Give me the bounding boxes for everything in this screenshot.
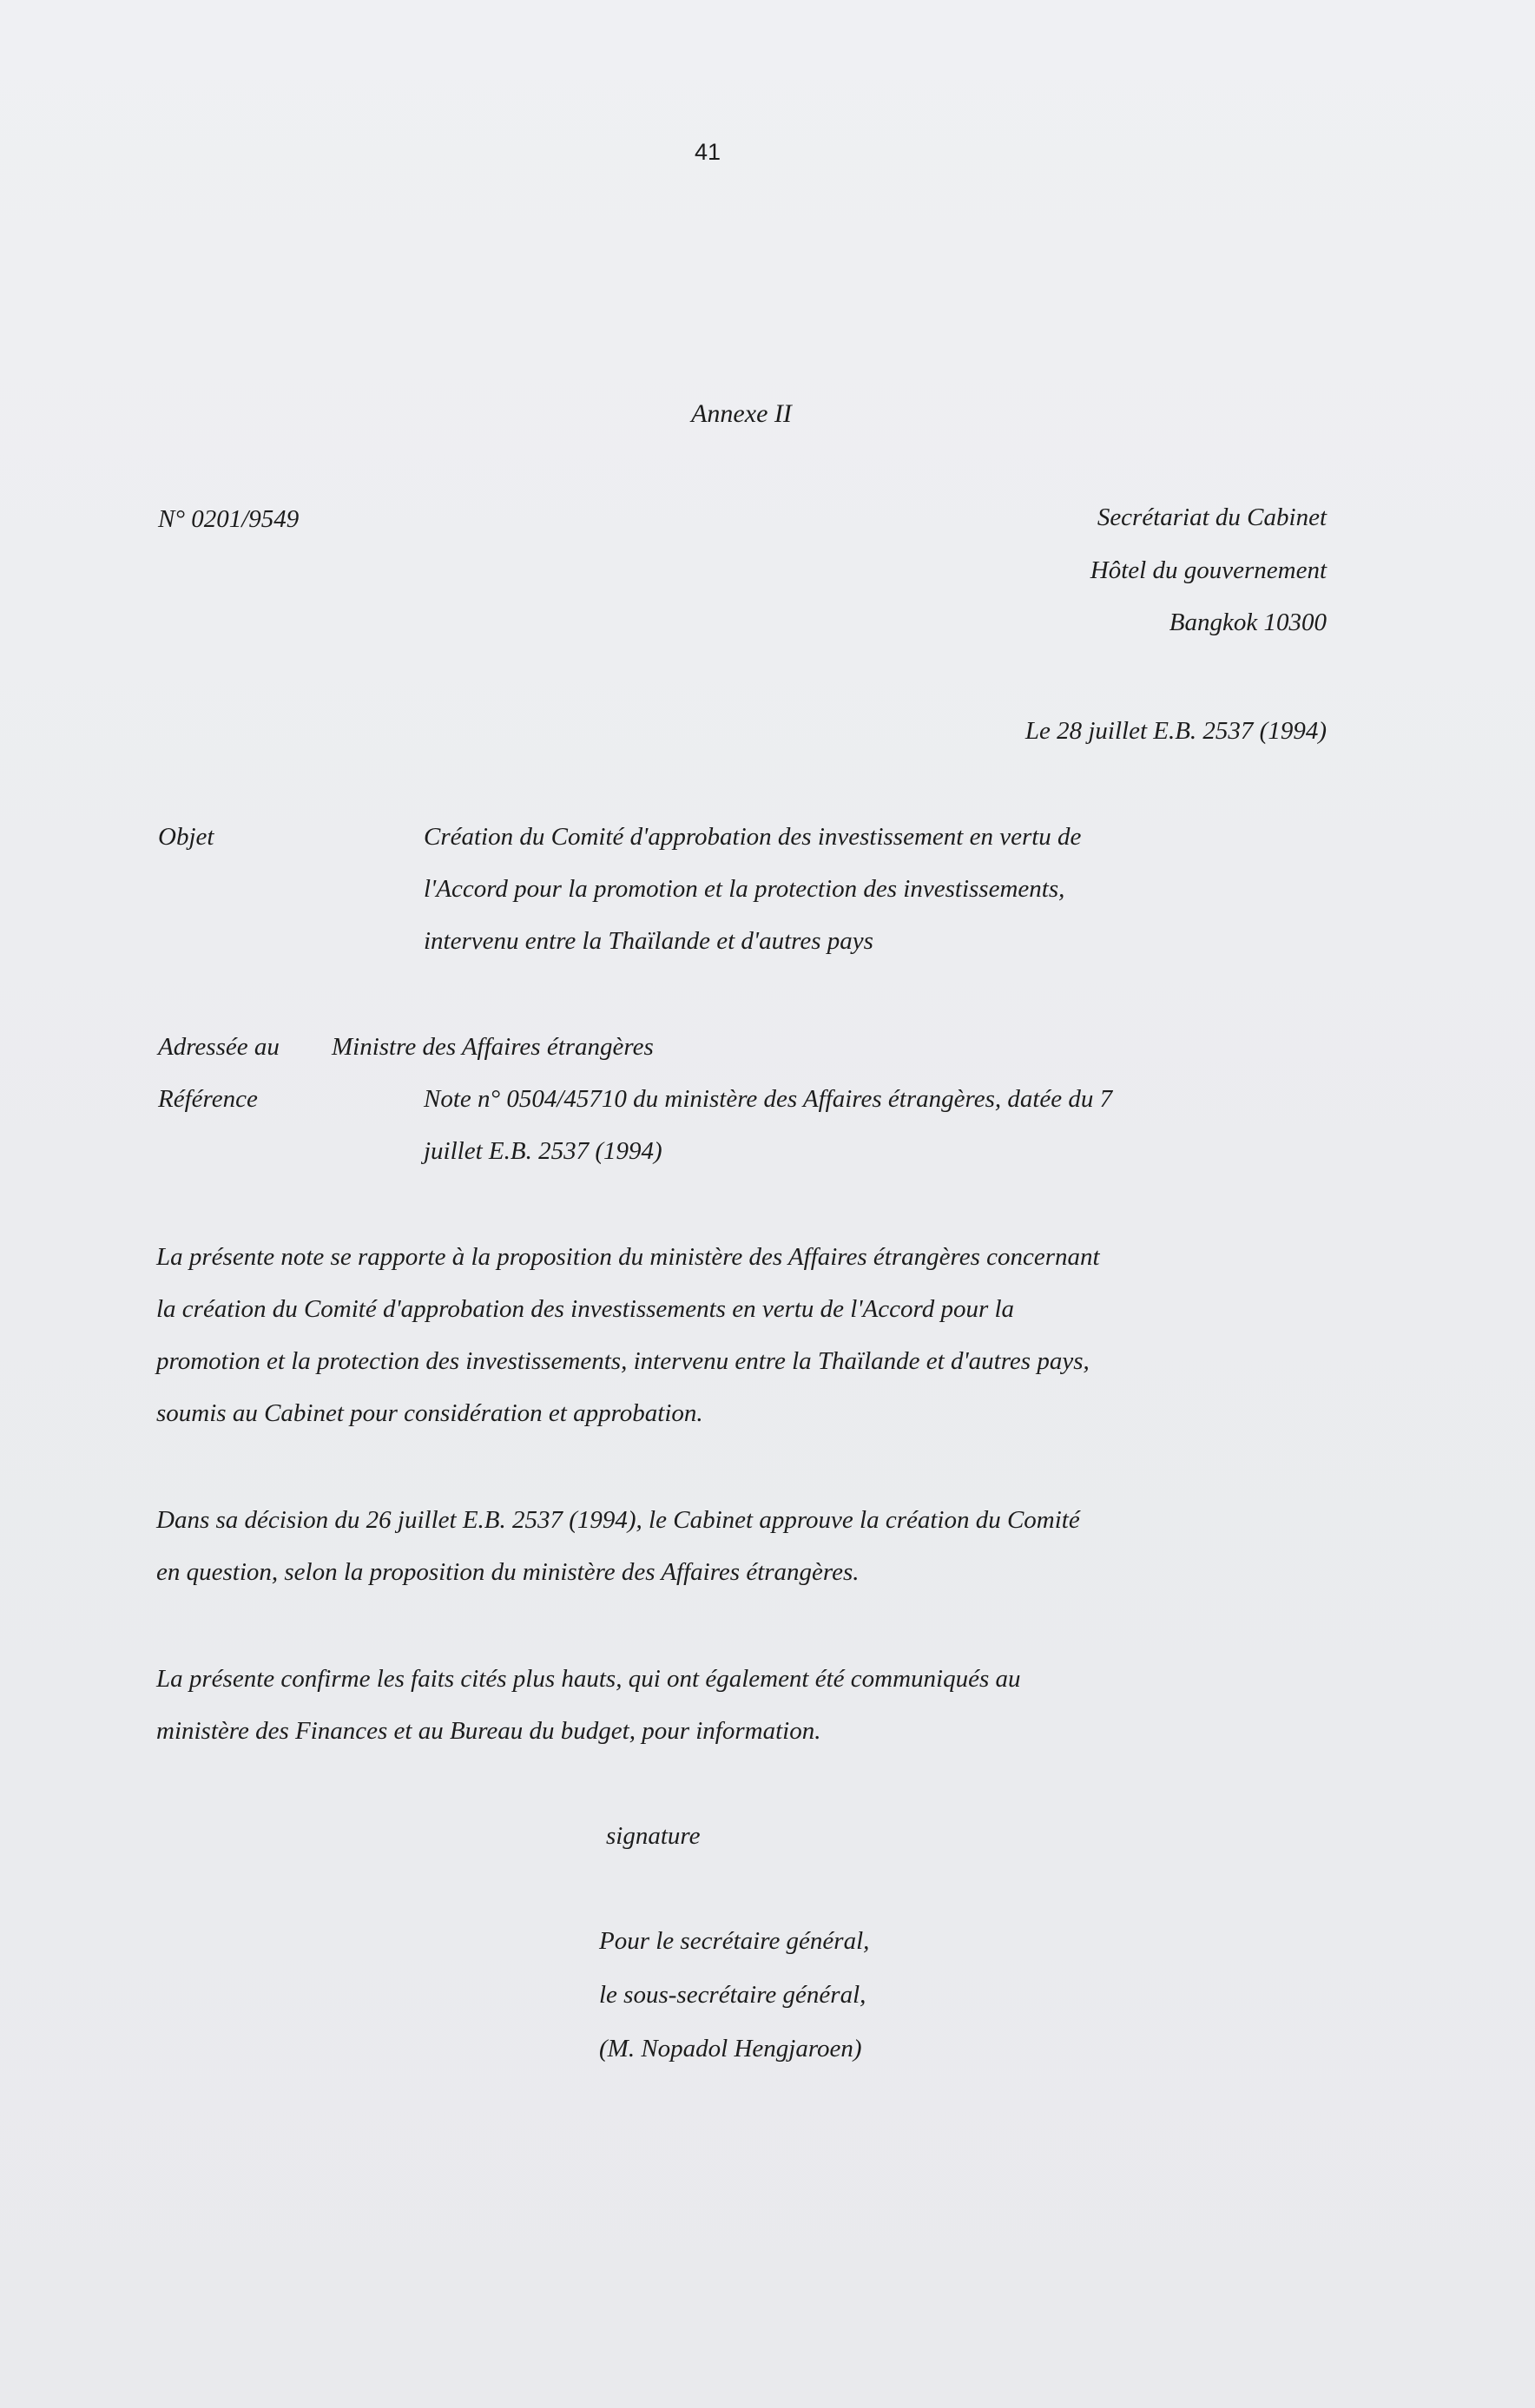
signatory-line: Pour le secrétaire général, xyxy=(599,1927,870,1955)
reference-number: N° 0201/9549 xyxy=(158,505,300,533)
address-line: Secrétariat du Cabinet xyxy=(1097,503,1327,531)
paragraph-line: La présente confirme les faits cités plus hauts, qui ont également été communiqués au xyxy=(156,1665,1021,1693)
letter-date: Le 28 juillet E.B. 2537 (1994) xyxy=(1024,717,1327,745)
object-text-line: intervenu entre la Thaïlande et d'autres pays xyxy=(424,927,873,955)
reference-label: Référence xyxy=(158,1085,258,1113)
page-number: 41 xyxy=(695,139,721,165)
address-line: Hôtel du gouvernement xyxy=(1090,556,1327,584)
object-label: Objet xyxy=(158,823,214,851)
paragraph-line: en question, selon la proposition du ministère des Affaires étrangères. xyxy=(156,1558,860,1586)
addressee-label: Adressée au xyxy=(158,1033,280,1061)
paragraph-line: Dans sa décision du 26 juillet E.B. 2537 (1994), le Cabinet approuve la création du Comité xyxy=(156,1506,1080,1534)
signature-label: signature xyxy=(606,1822,701,1850)
object-text-line: Création du Comité d'approbation des investissement en vertu de xyxy=(424,823,1082,851)
paragraph-line: La présente note se rapporte à la proposition du ministère des Affaires étrangères concernant xyxy=(156,1243,1100,1271)
annex-title: Annexe II xyxy=(691,399,792,428)
paragraph-line: soumis au Cabinet pour considération et approbation. xyxy=(156,1399,703,1427)
paragraph-line: ministère des Finances et au Bureau du budget, pour information. xyxy=(156,1717,821,1745)
paragraph-line: promotion et la protection des investissements, intervenu entre la Thaïlande et d'autres pays, xyxy=(156,1347,1090,1375)
paragraph-line: la création du Comité d'approbation des investissements en vertu de l'Accord pour la xyxy=(156,1295,1015,1323)
signatory-line: le sous-secrétaire général, xyxy=(599,1981,866,2009)
reference-text-line: juillet E.B. 2537 (1994) xyxy=(424,1137,662,1165)
object-text-line: l'Accord pour la promotion et la protection des investissements, xyxy=(424,875,1065,903)
signatory-line: (M. Nopadol Hengjaroen) xyxy=(599,2035,862,2063)
address-line: Bangkok 10300 xyxy=(1169,609,1327,636)
addressee-value: Ministre des Affaires étrangères xyxy=(332,1033,654,1061)
reference-text-line: Note n° 0504/45710 du ministère des Affaires étrangères, datée du 7 xyxy=(424,1085,1113,1113)
